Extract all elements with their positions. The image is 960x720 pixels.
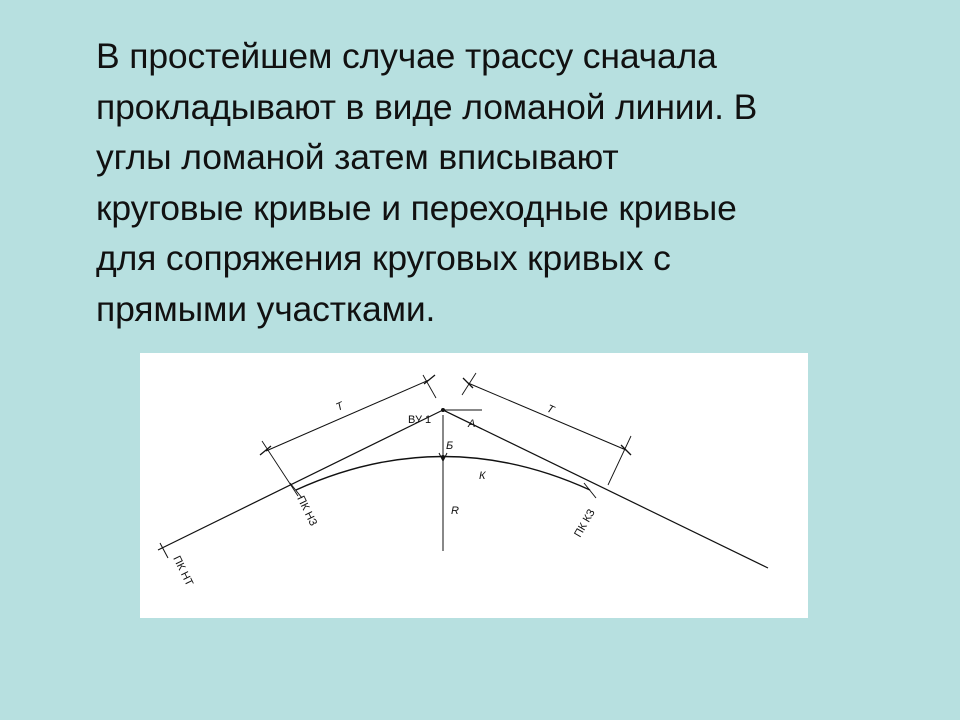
route-diagram (140, 353, 808, 618)
text-line: круговые кривые и переходные кривые (96, 187, 737, 228)
label-tangent-left: Т (334, 400, 346, 414)
text-line: для сопряжения круговых кривых с (96, 238, 671, 278)
label-tangent-right: Т (544, 402, 556, 417)
label-point-b: Б (446, 440, 454, 452)
tangent-dimension-right (468, 383, 626, 450)
dimension-tick (260, 446, 271, 455)
slide-body-text (96, 31, 896, 334)
route-diagram-svg (140, 353, 808, 618)
text-line: прямыми участками. (96, 288, 436, 329)
left-tangent-line (158, 410, 443, 550)
tangent-dimension-left (266, 380, 432, 451)
label-pk-nt: ПК НТ (170, 554, 196, 589)
text-line: углы ломаной затем вписывают (96, 137, 619, 177)
right-tangent-line (443, 410, 768, 568)
label-point-a: А (468, 418, 476, 430)
label-point-k: К (479, 470, 486, 482)
text-line: прокладывают в виде ломаной линии. В (96, 86, 758, 127)
curve-midpoint (441, 455, 445, 459)
dimension-extension-left-b (423, 375, 436, 398)
label-vertex: ВУ 1 (408, 414, 432, 426)
text-line: В простейшем случае трассу сначала (96, 36, 717, 76)
station-tick-pk-kz (584, 483, 596, 498)
label-radius: R (451, 505, 459, 517)
label-pk-kz: ПК КЗ (572, 507, 598, 540)
vertex-point (441, 408, 445, 412)
label-pk-nz: ПК НЗ (294, 494, 320, 529)
chord-line (443, 410, 482, 429)
